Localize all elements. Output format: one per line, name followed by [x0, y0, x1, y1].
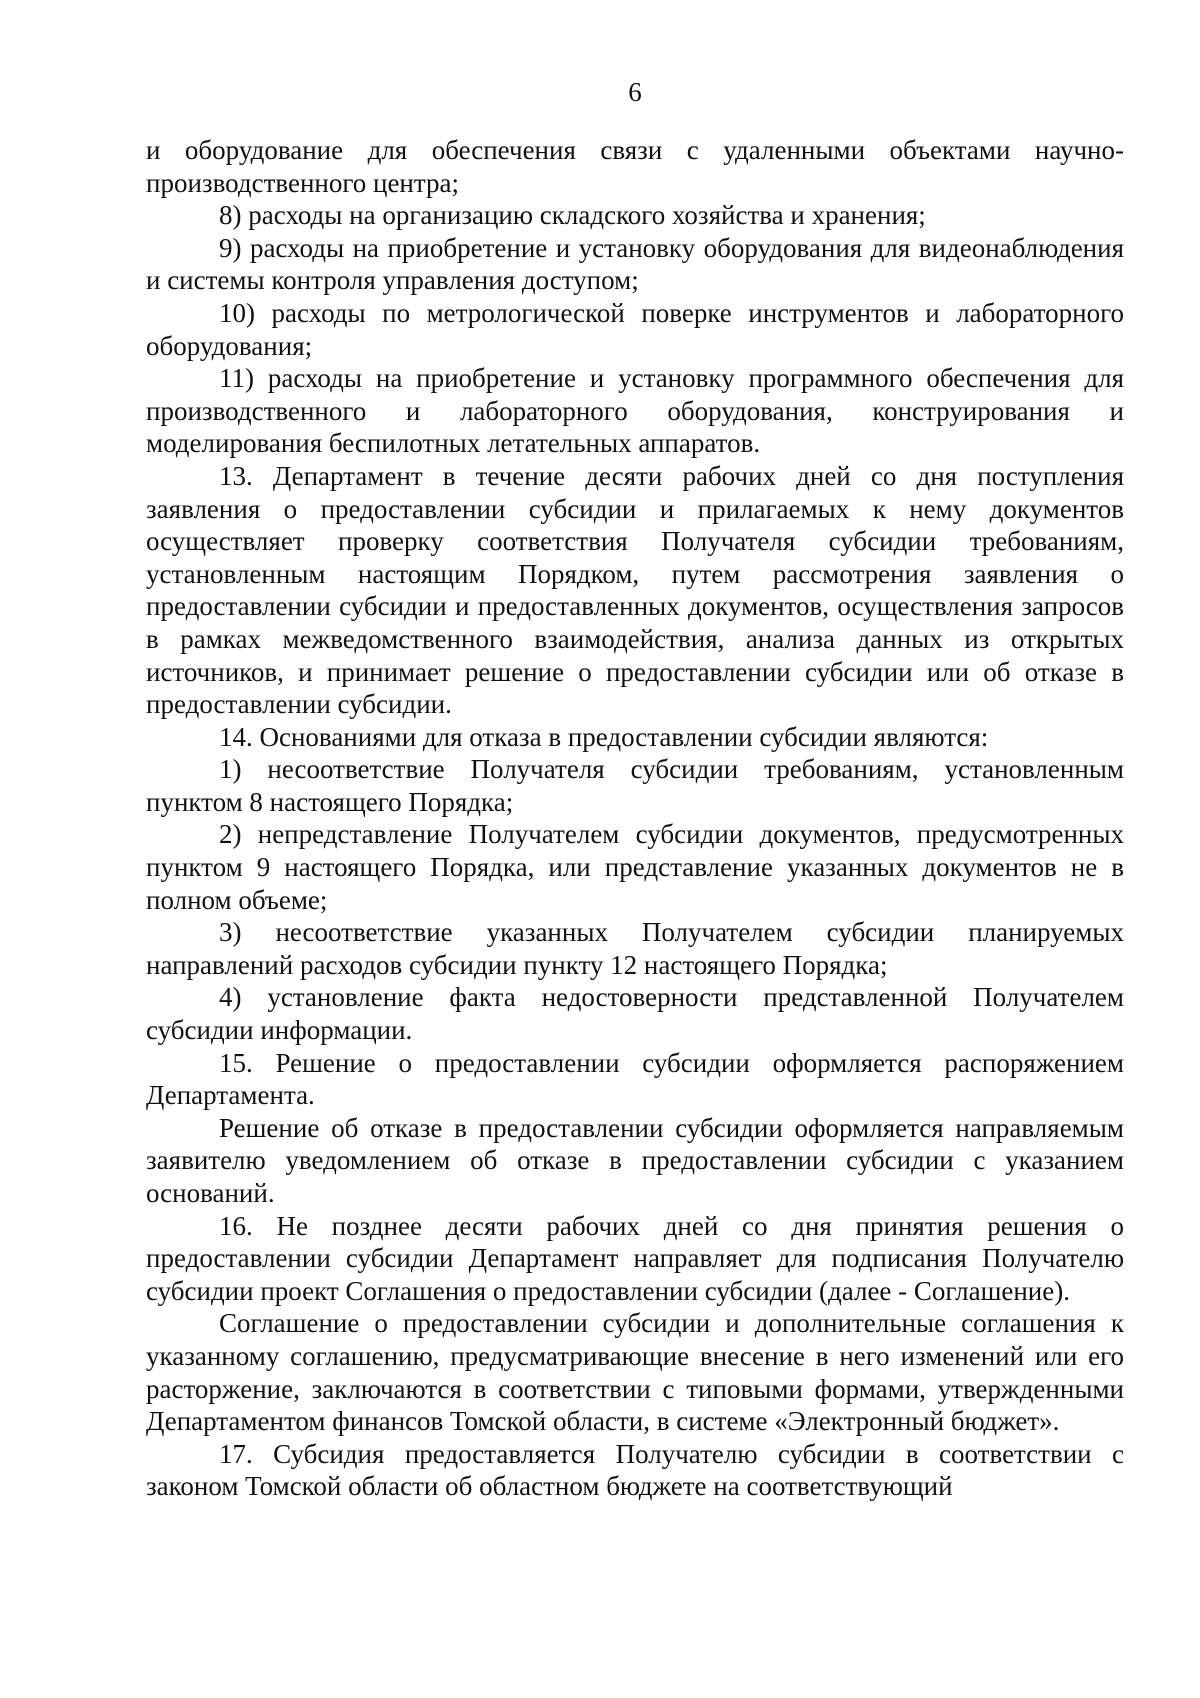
paragraph-clause-14: 14. Основаниями для отказа в предоставлении субсидии являются:	[219, 721, 989, 752]
page-number: 6	[628, 77, 642, 107]
paragraph-clause-14-item-2: 2) непредставление Получателем субсидии документов, предусмотренных пунктом 9 настоящего Порядка, или представление указанных документов не в полном объеме;	[146, 819, 1124, 915]
paragraph-clause-13: 13. Департамент в течение десяти рабочих дней со дня поступления заявления о предоставлении субсидии и прилагаемых к нему документов осуществляет проверку соответствия Получателя субсидии требованиям, установленным настоящим Порядком, путем рассмотрения заявления о предоставлении субсидии и предоставленных документов, осуществления запросов в рамках межведомственного взаимодействия, анализа данных из открытых источников, и принимает решение о предоставлении субсидии или об отказе в предоставлении субсидии.	[146, 460, 1124, 720]
paragraph-clause-14-item-4: 4) установление факта недостоверности представленной Получателем субсидии информации.	[146, 982, 1124, 1046]
paragraph-clause-16-agreement: Соглашение о предоставлении субсидии и дополнительные соглашения к указанному соглашению, предусматривающие внесение в него изменений или его расторжение, заключаются в соответствии с типовыми формами, утвержденными Департаментом финансов Томской области, в системе «Электронный бюджет».	[146, 1308, 1124, 1437]
document-body	[146, 134, 1124, 1503]
paragraph-continuation: и оборудование для обеспечения связи с удаленными объектами научно-производственного центра;	[146, 135, 1124, 198]
paragraph-clause-14-item-1: 1) несоответствие Получателя субсидии требованиям, установленным пунктом 8 настоящего Порядка;	[146, 754, 1124, 817]
paragraph-item-8: 8) расходы на организацию складского хозяйства и хранения;	[219, 200, 926, 231]
paragraph-item-10: 10) расходы по метрологической поверке инструментов и лабораторного оборудования;	[146, 297, 1124, 361]
paragraph-clause-14-item-3: 3) несоответствие указанных Получателем субсидии планируемых направлений расходов субсидии пункту 12 настоящего Порядка;	[146, 917, 1124, 980]
paragraph-clause-16: 16. Не позднее десяти рабочих дней со дня принятия решения о предоставлении субсидии Департамент направляет для подписания Получателю субсидии проект Соглашения о предоставлении субсидии (далее - Соглашение).	[146, 1210, 1124, 1306]
paragraph-clause-15: 15. Решение о предоставлении субсидии оформляется распоряжением Департамента.	[146, 1047, 1124, 1111]
paragraph-clause-15-refusal: Решение об отказе в предоставлении субсидии оформляется направляемым заявителю уведомлением об отказе в предоставлении субсидии с указанием оснований.	[146, 1112, 1124, 1208]
paragraph-item-11: 11) расходы на приобретение и установку программного обеспечения для производственного и лабораторного оборудования, конструирования и моделирования беспилотных летательных аппаратов.	[146, 363, 1124, 459]
paragraph-clause-17: 17. Субсидия предоставляется Получателю субсидии в соответствии с законом Томской области об областном бюджете на соответствующий	[146, 1438, 1124, 1502]
paragraph-item-9: 9) расходы на приобретение и установку оборудования для видеонаблюдения и системы контроля управления доступом;	[146, 232, 1124, 296]
